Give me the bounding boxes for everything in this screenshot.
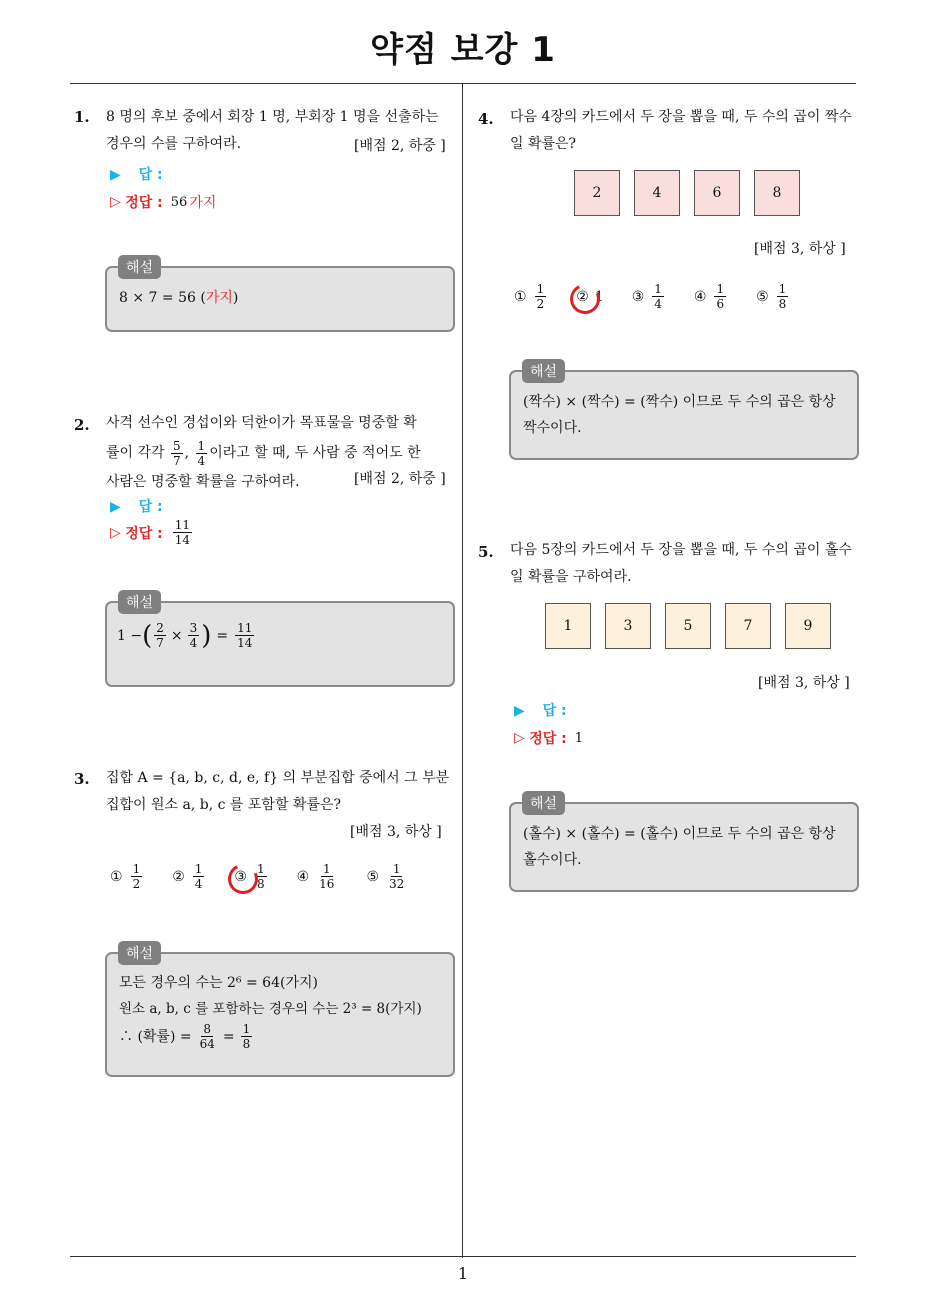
fraction — [188, 621, 200, 650]
choice-mark-circled: ② — [576, 288, 589, 305]
question-number: 2. — [74, 416, 90, 434]
question-2-line1: 사격 선수인 경섭이와 덕한이가 목표물을 명중할 확 — [106, 415, 417, 431]
choice-mark: ③ — [631, 288, 645, 305]
numerator: 3 — [189, 621, 198, 635]
choice-mark: ① — [110, 868, 123, 885]
explanation-tag: 해설 — [522, 359, 565, 383]
denominator: 4 — [197, 453, 206, 468]
correct-value: 56 — [170, 194, 188, 210]
top-rule — [70, 83, 856, 84]
fraction — [317, 862, 336, 891]
answer-arrow-icon: ▶ — [110, 499, 121, 515]
card: 6 — [694, 170, 740, 216]
correct-answer-line — [110, 518, 194, 547]
choice-mark: ⑤ — [756, 288, 769, 305]
numerator: 11 — [237, 621, 253, 635]
correct-answer-line — [110, 192, 216, 212]
card: 3 — [605, 603, 651, 649]
page-number: 1 — [457, 1264, 469, 1283]
answer-line — [110, 164, 163, 184]
explanation-tag: 해설 — [522, 791, 565, 815]
question-1-meta: [배점 2, 하중 ] — [354, 138, 446, 154]
answer-line — [110, 496, 163, 516]
fraction — [241, 1022, 253, 1051]
numerator: 1 — [716, 282, 725, 296]
denominator: 7 — [173, 453, 181, 468]
equals: = — [216, 627, 229, 644]
denominator: 64 — [199, 1037, 215, 1051]
denominator: 2 — [132, 877, 141, 891]
cards-q5 — [545, 603, 845, 649]
fraction — [652, 282, 664, 311]
fraction — [154, 621, 166, 650]
explanation-box — [509, 802, 859, 892]
column-divider — [462, 84, 463, 1258]
choice-4[interactable] — [297, 862, 339, 891]
question-3-meta: [배점 3, 하상 ] — [350, 824, 442, 840]
explanation-box — [105, 601, 455, 687]
correct-arrow-icon: ▷ — [110, 194, 121, 210]
numerator: 5 — [173, 438, 181, 453]
explanation-close: ) — [232, 290, 239, 306]
correct-unit: 가지 — [189, 195, 217, 211]
q2-text-b: 이라고 할 때, 두 사람 중 적어도 한 — [209, 445, 421, 461]
numerator: 11 — [174, 518, 191, 532]
choice-1[interactable] — [514, 282, 548, 311]
correct-arrow-icon: ▷ — [514, 730, 525, 746]
answer-line — [514, 700, 567, 720]
correct-fraction — [173, 518, 192, 547]
explanation-tag: 해설 — [118, 941, 161, 965]
numerator: 2 — [156, 621, 164, 635]
explanation-tag: 해설 — [118, 590, 161, 614]
choice-mark: ⑤ — [366, 868, 380, 885]
question-5-meta: [배점 3, 하상 ] — [758, 675, 850, 691]
explanation-expr: 8 × 7 = 56 ( — [119, 290, 206, 306]
card: 8 — [754, 170, 800, 216]
correct-answer-line — [514, 728, 583, 748]
numerator: 1 — [392, 862, 401, 876]
numerator: 1 — [194, 862, 203, 876]
card: 2 — [574, 170, 620, 216]
fraction — [777, 282, 789, 311]
cards-q4 — [574, 170, 814, 216]
left-paren: ( — [142, 620, 153, 651]
choices-q4 — [514, 282, 818, 311]
fraction — [171, 439, 183, 468]
numerator: 8 — [203, 1022, 212, 1036]
ex-prob: ∴ (확률) = — [119, 1028, 192, 1045]
denominator: 8 — [778, 297, 787, 311]
choice-mark-circled: ③ — [234, 868, 247, 885]
answer-label: 답 : — [138, 167, 163, 183]
denominator: 6 — [716, 297, 725, 311]
question-number: 3. — [74, 770, 90, 788]
question-3-line1: 집합 A = {a, b, c, d, e, f} 의 부분집합 중에서 그 부분 — [106, 770, 450, 786]
explanation-tag: 해설 — [118, 255, 161, 279]
choice-5[interactable] — [756, 282, 790, 311]
fraction — [131, 862, 143, 891]
choice-2[interactable] — [172, 862, 206, 891]
explanation-text — [117, 621, 256, 650]
choice-mark: ④ — [296, 868, 310, 885]
equals: = — [222, 1028, 235, 1045]
explanation-text: (홀수) × (홀수) = (홀수) 이므로 두 수의 곱은 항상 홀수이다. — [523, 826, 836, 868]
ex-one: 1 − — [117, 627, 143, 644]
denominator: 8 — [256, 877, 265, 891]
bottom-rule — [70, 1256, 856, 1257]
denominator: 4 — [194, 877, 203, 891]
correct-value: 1 — [574, 730, 584, 746]
ex-line1: 모든 경우의 수는 2⁶ = 64(가지) — [119, 975, 318, 991]
fraction — [235, 621, 254, 650]
question-2-line3: 사람은 명중할 확률을 구하여라. — [106, 474, 300, 490]
correct-arrow-icon: ▷ — [110, 524, 121, 541]
card: 1 — [545, 603, 591, 649]
times: × — [170, 627, 183, 644]
choice-2-selected[interactable] — [576, 289, 603, 305]
question-number: 5. — [478, 543, 494, 561]
choices-q3 — [110, 862, 436, 891]
denominator: 14 — [174, 533, 191, 547]
explanation-box — [509, 370, 859, 460]
answer-label: 답 : — [542, 703, 567, 719]
ex-line3 — [119, 1022, 449, 1051]
denominator: 4 — [654, 297, 662, 311]
fraction — [387, 862, 406, 891]
denominator: 4 — [189, 636, 198, 650]
fraction — [198, 1022, 217, 1051]
question-4-text: 다음 4장의 카드에서 두 장을 뽑을 때, 두 수의 곱이 짝수일 확률은? — [510, 109, 852, 152]
question-2-meta: [배점 2, 하중 ] — [354, 471, 446, 487]
denominator: 14 — [237, 636, 253, 650]
question-3-line2: 집합이 원소 a, b, c 를 포함할 확률은? — [106, 797, 341, 813]
question-number: 4. — [478, 110, 494, 128]
denominator: 16 — [319, 877, 335, 891]
explanation-text — [119, 285, 238, 311]
question-2-line2: 률이 각각 $\frac{5}{7}$ , $\frac{1}{4}$ 이라고 할 때, 두 사람 중 적어도 한 — [106, 438, 421, 468]
choice-3[interactable] — [632, 282, 666, 311]
denominator: 7 — [156, 636, 164, 650]
choice-mark: ④ — [693, 288, 707, 305]
denominator: 2 — [536, 297, 545, 311]
denominator: 32 — [389, 877, 405, 891]
explanation-box — [105, 952, 455, 1077]
choice-5[interactable] — [366, 862, 408, 891]
numerator: 1 — [654, 282, 662, 296]
answer-arrow-icon: ▶ — [514, 703, 525, 719]
explanation-text: (짝수) × (짝수) = (짝수) 이므로 두 수의 곱은 항상 짝수이다. — [523, 394, 836, 436]
correct-label: 정답 : — [125, 525, 163, 542]
card: 7 — [725, 603, 771, 649]
page-title: 약점 보강 1 — [370, 30, 556, 70]
choice-value: 1 — [594, 288, 604, 305]
denominator: 8 — [242, 1037, 251, 1051]
correct-label: 정답 : — [125, 195, 163, 211]
numerator: 1 — [197, 438, 206, 453]
q2-text-a: 률이 각각 — [106, 445, 165, 461]
fraction — [714, 282, 726, 311]
answer-label: 답 : — [138, 499, 163, 515]
card: 5 — [665, 603, 711, 649]
choice-3-selected[interactable] — [234, 862, 268, 891]
card: 9 — [785, 603, 831, 649]
choice-1[interactable] — [110, 862, 144, 891]
question-number: 1. — [74, 108, 90, 126]
right-paren: ) — [201, 620, 212, 651]
numerator: 1 — [256, 862, 265, 876]
fraction — [193, 862, 205, 891]
choice-mark: ② — [172, 868, 185, 885]
numerator: 1 — [322, 862, 331, 876]
numerator: 1 — [242, 1022, 251, 1036]
numerator: 1 — [132, 862, 141, 876]
question-3-text — [106, 765, 458, 819]
ex-line2: 원소 a, b, c 를 포함하는 경우의 수는 2³ = 8(가지) — [119, 1001, 422, 1017]
explanation-text — [119, 970, 449, 1051]
card: 4 — [634, 170, 680, 216]
question-1-text: 8 명의 후보 중에서 회장 1 명, 부회장 1 명을 선출하는 경우의 수를 구하여라. — [106, 109, 439, 152]
numerator: 1 — [536, 282, 545, 296]
numerator: 1 — [778, 282, 787, 296]
question-5-text: 다음 5장의 카드에서 두 장을 뽑을 때, 두 수의 곱이 홀수일 확률을 구하여라. — [510, 542, 852, 585]
choice-4[interactable] — [694, 282, 728, 311]
fraction — [196, 439, 208, 468]
question-4-meta: [배점 3, 하상 ] — [754, 241, 846, 257]
answer-arrow-icon: ▶ — [110, 167, 121, 183]
explanation-unit: 가지 — [205, 290, 233, 306]
choice-mark: ① — [514, 288, 527, 305]
fraction — [535, 282, 547, 311]
correct-label: 정답 : — [529, 731, 567, 747]
